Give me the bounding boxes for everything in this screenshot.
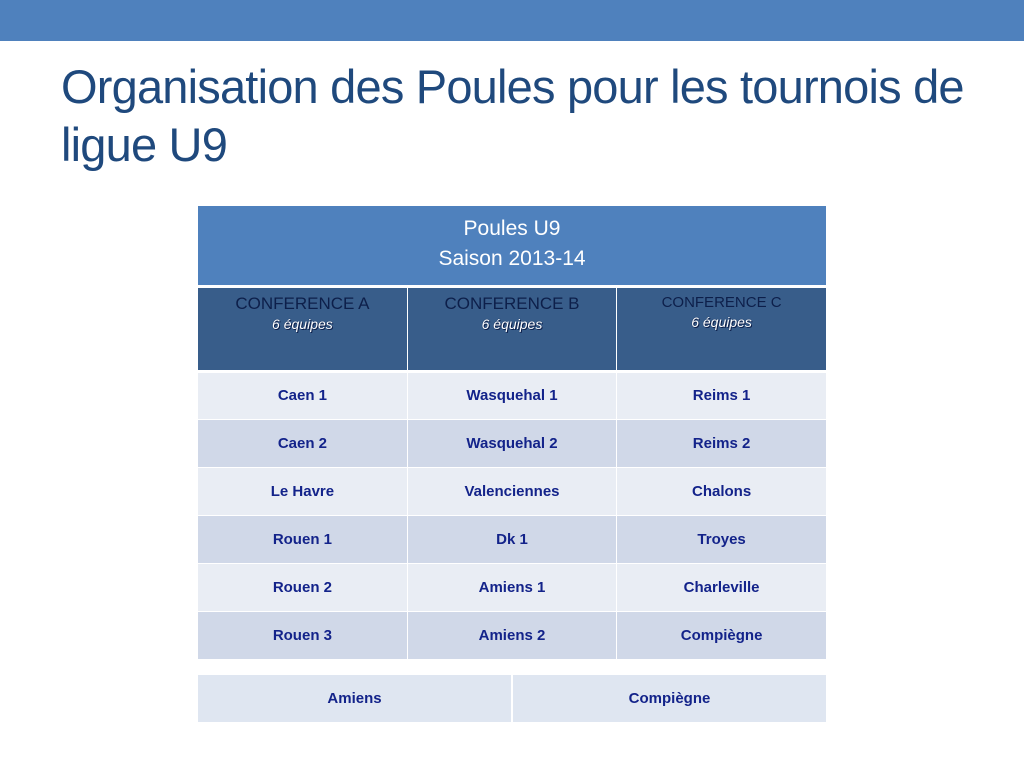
team-cell: Compiègne [617,611,826,659]
conference-grid [198,288,826,660]
conference-a-header [198,288,407,371]
team-cell: Caen 2 [198,419,407,467]
team-cell: Amiens 2 [407,611,616,659]
team-cell: Charleville [617,563,826,611]
footer-cell: Amiens [198,675,512,722]
team-cell: Troyes [617,515,826,563]
table-caption [198,206,826,288]
conference-name: CONFERENCE C [661,294,782,311]
top-accent-bar [0,0,1024,41]
slide-title: Organisation des Poules pour les tournois de ligue U9 [61,60,964,171]
conference-name: CONFERENCE A [235,294,370,313]
team-cell: Rouen 3 [198,611,407,659]
team-cell: Rouen 2 [198,563,407,611]
team-cell: Reims 2 [617,419,826,467]
table-row [198,563,826,611]
table-row [198,467,826,515]
conference-header-row [198,288,826,371]
footer-cell: Compiègne [512,675,826,722]
team-cell: Reims 1 [617,371,826,419]
team-cell: Caen 1 [198,371,407,419]
table-row [198,371,826,419]
conference-team-count: 6 équipes [691,314,752,330]
conference-c-header [617,288,826,371]
caption-title: Poules U9 [463,217,561,240]
team-cell: Rouen 1 [198,515,407,563]
conference-team-count: 6 équipes [481,316,543,332]
team-cell: Le Havre [198,467,407,515]
team-cell: Valenciennes [407,467,616,515]
pools-table [198,206,826,660]
team-cell: Amiens 1 [407,563,616,611]
footer-table [198,675,826,722]
table-row [198,515,826,563]
footer-row [198,675,826,722]
conference-name: CONFERENCE B [444,294,580,313]
table-row [198,611,826,659]
conference-team-count: 6 équipes [272,316,333,332]
team-cell: Wasquehal 2 [407,419,616,467]
caption-season: Saison 2013-14 [438,247,586,270]
table-row [198,419,826,467]
team-cell: Chalons [617,467,826,515]
team-cell: Wasquehal 1 [407,371,616,419]
conference-b-header [407,288,616,371]
team-cell: Dk 1 [407,515,616,563]
